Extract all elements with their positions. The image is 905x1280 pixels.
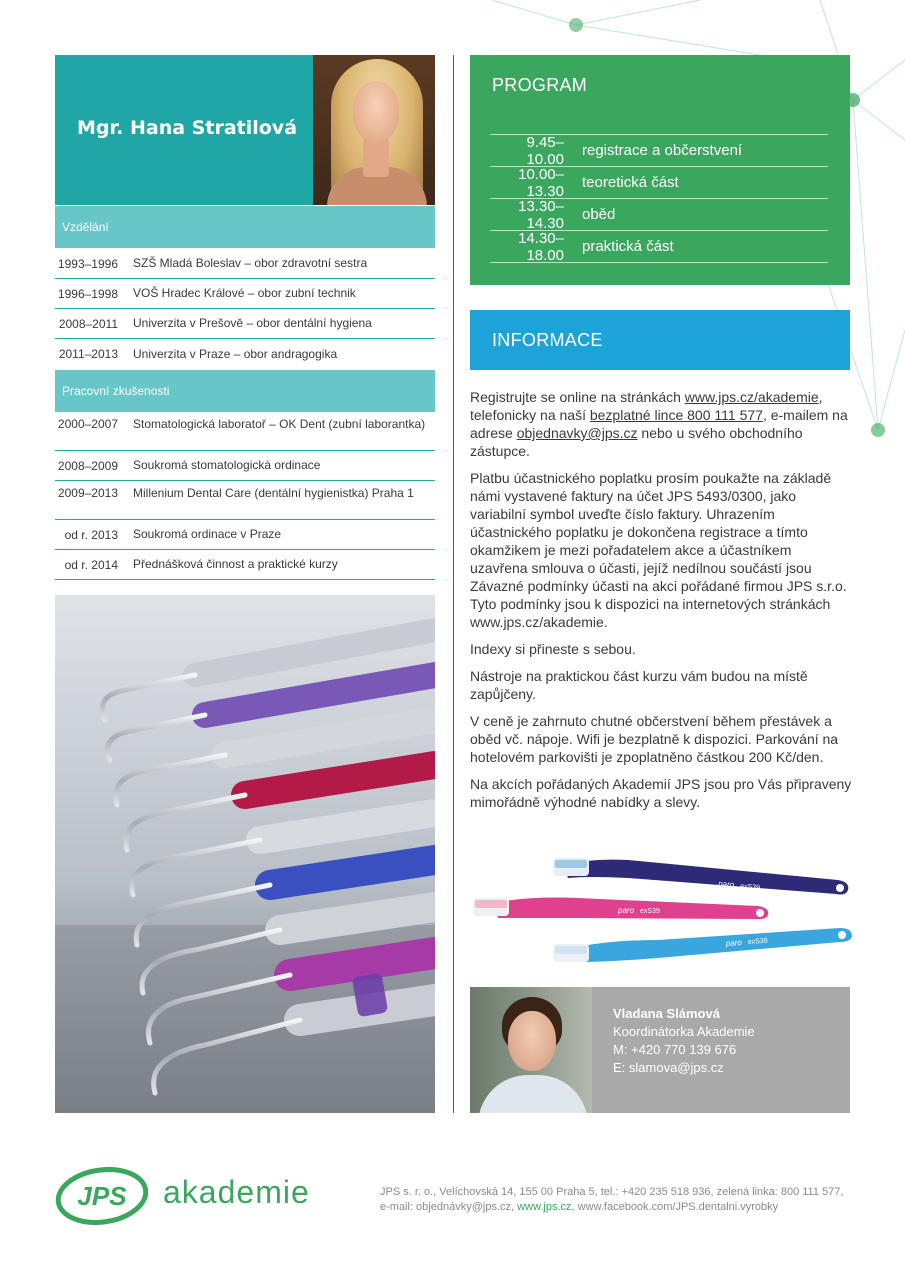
- info-text-part: , telefonicky na naší: [470, 389, 823, 423]
- footer-email: e-mail: objednávky@jps.cz,: [380, 1201, 518, 1213]
- toothbrush-model: exS39: [739, 883, 761, 892]
- experience-years: od r. 2013: [64, 527, 118, 542]
- education-list: [55, 249, 435, 369]
- program-time: 14.30–18.00: [518, 229, 564, 264]
- info-box-header: [470, 310, 850, 370]
- brand-word: akademie: [163, 1174, 310, 1210]
- toothbrush-brand: paro: [717, 879, 735, 890]
- info-text: [470, 388, 852, 820]
- experience-row: [55, 520, 435, 550]
- education-text: Univerzita v Praze – obor andragogika: [133, 346, 338, 361]
- program-label: registrace a občerstvení: [582, 142, 743, 159]
- info-text-part: , e-mailem na adrese: [470, 407, 848, 441]
- experience-years: 2008–2009: [57, 458, 118, 473]
- education-years: 1993–1996: [57, 256, 118, 271]
- program-table: [490, 134, 828, 263]
- program-time: 13.30–14.30: [518, 197, 564, 232]
- education-text: VOŠ Hradec Králové – obor zubní technik: [133, 286, 356, 300]
- program-time: 10.00–13.30: [518, 165, 564, 200]
- contact-details: [613, 1005, 755, 1077]
- education-row: [55, 339, 435, 369]
- info-paragraph-registration: [470, 388, 852, 460]
- toothbrush-lightblue: [553, 928, 852, 962]
- registration-link[interactable]: www.jps.cz/akademie: [684, 389, 819, 405]
- education-row: [55, 309, 435, 339]
- experience-text: Millenium Dental Care (dentální hygienistka) Praha 1: [133, 486, 414, 500]
- footer-line-1: JPS s. r. o., Velíchovská 14, 155 00 Praha 5, tel.: +420 235 518 936, zelená linka: 800 111 577,: [380, 1186, 844, 1198]
- email-link[interactable]: objednavky@jps.cz: [516, 425, 638, 441]
- program-label: praktická část: [582, 238, 674, 255]
- footer-address: [380, 1185, 843, 1215]
- toothbrush-pink: [473, 898, 768, 920]
- info-paragraph-offers: Na akcích pořádaných Akademií JPS jsou pro Vás připraveny mimořádně výhodné nabídky a slevy.: [470, 776, 852, 810]
- program-row: [490, 167, 828, 199]
- toothbrush-model: exS39: [640, 908, 660, 915]
- program-label: oběd: [582, 206, 616, 223]
- contact-email[interactable]: E: slamova@jps.cz: [613, 1060, 724, 1075]
- contact-name: Vladana Slámová: [613, 1006, 720, 1021]
- experience-row: [55, 481, 435, 520]
- portrait-photo: [313, 55, 435, 205]
- experience-years: 2009–2013: [57, 486, 118, 500]
- experience-years: 2000–2007: [57, 417, 118, 431]
- program-row: [490, 231, 828, 263]
- info-title: INFORMACE: [492, 330, 603, 350]
- experience-text: Soukromá stomatologická ordinace: [133, 458, 321, 472]
- experience-row: [55, 451, 435, 481]
- experience-row: [55, 412, 435, 451]
- info-paragraph-payment: Platbu účastnického poplatku prosím poukažte na základě námi vystavené faktury na účet JPS 5493/0300, jako variabilní symbol uveďte číslo faktury. Uhrazením účastnického poplatku je dokončena registrace a tímto okamžikem je mezi pořadatelem akce a účastníkem uzavřena smlouva o účasti, jejíž nedílnou součástí jsou Závazné podmínky účasti na akci pořádané firmou JPS s.r.o. Tyto podmínky jsou k dispozici na internetových stránkách www.jps.cz/akademie.: [470, 470, 847, 630]
- contact-role: Koordinátorka Akademie: [613, 1024, 755, 1039]
- program-box: [470, 55, 850, 285]
- experience-text: Přednášková činnost a praktické kurzy: [133, 557, 338, 571]
- profile-header: [55, 55, 435, 205]
- experience-row: [55, 550, 435, 580]
- column-divider: [453, 55, 454, 1113]
- contact-phone[interactable]: M: +420 770 139 676: [613, 1042, 737, 1057]
- toothbrush-brand: paro: [725, 937, 743, 948]
- logo-text: JPS: [77, 1181, 127, 1211]
- education-text: SZŠ Mladá Boleslav – obor zdravotní sestra: [133, 256, 368, 270]
- info-text-part: Registrujte se online na stránkách: [470, 389, 685, 405]
- education-years: 2011–2013: [58, 347, 118, 361]
- program-time: 9.45–10.00: [526, 133, 564, 168]
- education-text: Univerzita v Prešově – obor dentální hygiena: [133, 316, 372, 330]
- education-row: [55, 279, 435, 309]
- toothbrush-navy: [553, 858, 848, 895]
- experience-years: od r. 2014: [64, 557, 118, 572]
- education-row: [55, 249, 435, 279]
- education-years: 1996–1998: [57, 286, 118, 301]
- contact-box: [470, 987, 850, 1113]
- program-label: teoretická část: [582, 174, 679, 191]
- info-paragraph-tools: Nástroje na praktickou část kurzu vám budou na místě zapůjčeny.: [470, 668, 808, 702]
- footer-facebook: , www.facebook.com/JPS.dentalni.vyrobky: [571, 1201, 779, 1213]
- info-text-part: nebo u svého obchodního zástupce.: [470, 425, 803, 459]
- education-heading: Vzdělání: [55, 206, 435, 248]
- experience-list: [55, 412, 435, 580]
- jps-logo: [55, 1167, 149, 1225]
- info-paragraph-price: V ceně je zahrnuto chutné občerstvení během přestávek a oběd vč. nápoje. Wifi je bezplatně k dispozici. Parkování na hotelovém parkovišti je zpoplatněno částkou 200 Kč/den.: [470, 713, 839, 765]
- program-row: [490, 199, 828, 231]
- free-phone-link[interactable]: bezplatné lince 800 111 577: [589, 407, 763, 423]
- footer-line-2: [380, 1200, 843, 1215]
- toothbrush-model: exS39: [747, 937, 768, 946]
- info-paragraph-index: Indexy si přineste s sebou.: [470, 641, 636, 657]
- experience-heading: Pracovní zkušenosti: [55, 370, 435, 412]
- dental-instruments-photo: [55, 595, 435, 1113]
- contact-photo: [470, 987, 592, 1113]
- experience-text: Soukromá ordinace v Praze: [133, 527, 282, 541]
- experience-text: Stomatologická laboratoř – OK Dent (zubní laborantka): [133, 417, 426, 431]
- education-years: 2008–2011: [58, 316, 118, 331]
- program-title: PROGRAM: [492, 75, 588, 95]
- footer-website-link[interactable]: www.jps.cz: [517, 1201, 572, 1213]
- profile-name: Mgr. Hana Stratilová: [77, 117, 298, 139]
- program-row: [490, 135, 828, 167]
- toothbrushes-image: [468, 848, 853, 973]
- toothbrush-brand: paro: [618, 906, 635, 915]
